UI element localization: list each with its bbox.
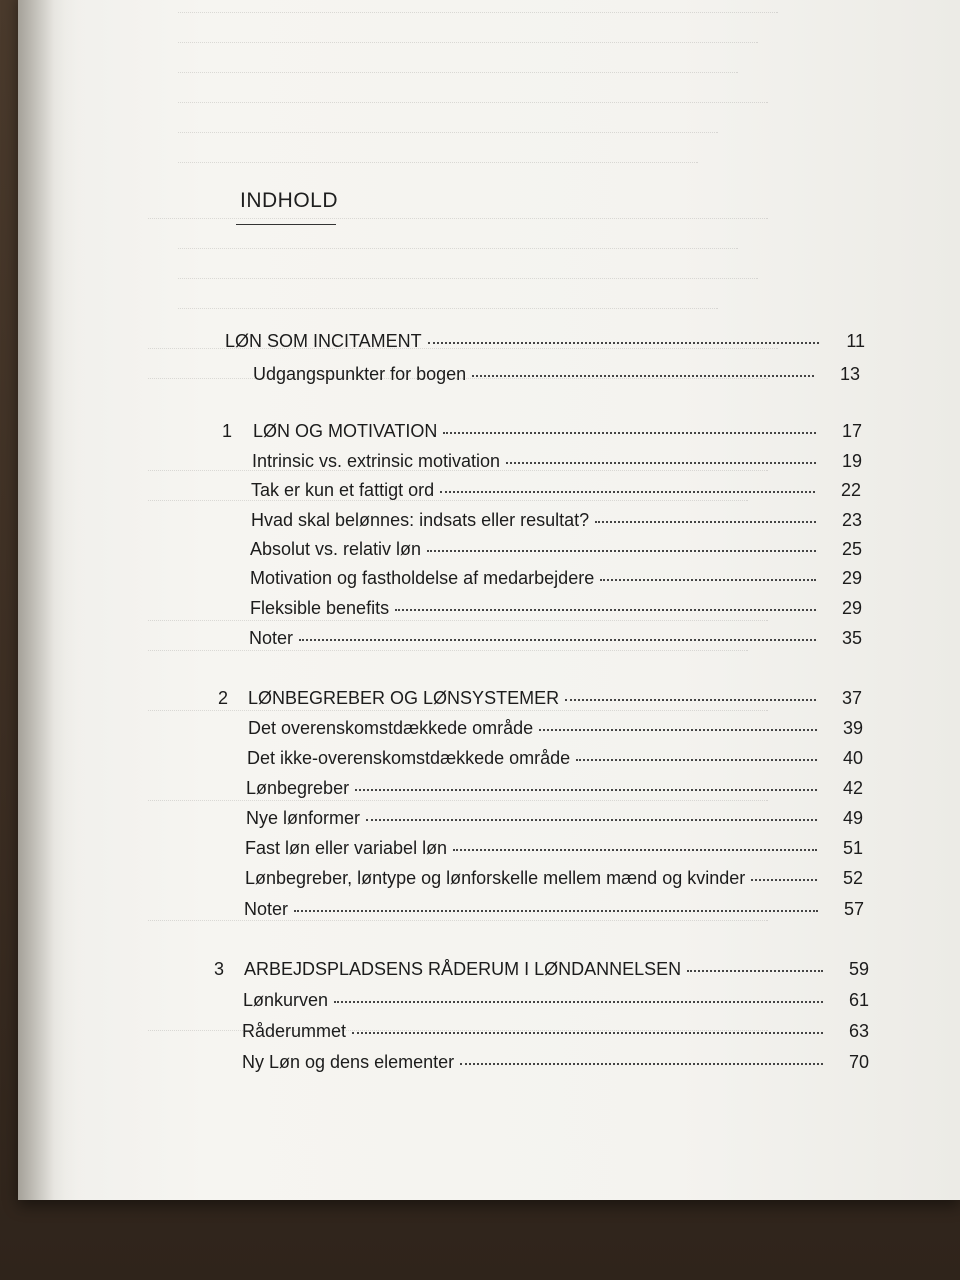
toc-entry[interactable] — [248, 718, 863, 744]
toc-entry[interactable] — [245, 838, 863, 864]
toc-entry-page: 57 — [843, 899, 864, 919]
toc-entry[interactable] — [242, 1052, 869, 1078]
toc-entry-page: 51 — [842, 838, 863, 858]
toc-entry-page: 29 — [841, 568, 862, 588]
toc-entry-title: Absolut vs. relativ løn — [250, 539, 422, 559]
leader-dots — [539, 728, 817, 731]
toc-entry-page: 49 — [842, 808, 863, 828]
toc-entry[interactable] — [242, 1021, 869, 1047]
toc-entry[interactable] — [253, 364, 860, 390]
toc-entry[interactable] — [222, 421, 862, 447]
leader-dots — [460, 1062, 823, 1065]
toc-entry[interactable] — [225, 331, 865, 357]
toc-entry-title: ARBEJDSPLADSENS RÅDERUM I LØNDANNELSEN — [244, 959, 682, 979]
toc-entry[interactable] — [246, 778, 863, 804]
toc-entry-page: 52 — [842, 868, 863, 888]
toc-entry-title: Råderummet — [242, 1021, 347, 1041]
leader-dots — [352, 1031, 823, 1034]
leader-dots — [428, 341, 819, 344]
toc-entry-page: 61 — [848, 990, 869, 1010]
toc-entry-title: Fleksible benefits — [250, 598, 390, 618]
toc-entry-title: Det ikke-overenskomstdækkede område — [247, 748, 571, 768]
toc-entry-title: Ny Løn og dens elementer — [242, 1052, 455, 1072]
toc-entry[interactable] — [251, 480, 861, 506]
leader-dots — [294, 909, 818, 912]
toc-entry-title: Nye lønformer — [246, 808, 361, 828]
leader-dots — [751, 878, 817, 881]
leader-dots — [506, 461, 816, 464]
toc-entry-page: 22 — [840, 480, 861, 500]
toc-entry-page: 70 — [848, 1052, 869, 1072]
toc-entry-page: 40 — [842, 748, 863, 768]
leader-dots — [600, 578, 816, 581]
page-spine-shadow — [18, 0, 78, 1200]
leader-dots — [366, 818, 817, 821]
heading-underline — [236, 224, 336, 225]
leader-dots — [440, 490, 815, 493]
toc-entry-title: Lønbegreber — [246, 778, 350, 798]
leader-dots — [453, 848, 817, 851]
leader-dots — [395, 608, 816, 611]
toc-entry[interactable] — [250, 598, 862, 624]
toc-entry-title: LØNBEGREBER OG LØNSYSTEMER — [248, 688, 560, 708]
toc-entry[interactable] — [245, 868, 863, 894]
leader-dots — [334, 1000, 823, 1003]
toc-entry-title: Tak er kun et fattigt ord — [251, 480, 435, 500]
toc-entry-page: 59 — [848, 959, 869, 979]
toc-entry-title: Hvad skal belønnes: indsats eller resultat? — [251, 510, 590, 530]
toc-entry-title: Udgangspunkter for bogen — [253, 364, 467, 384]
toc-entry-page: 17 — [841, 421, 862, 441]
leader-dots — [595, 520, 816, 523]
leader-dots — [427, 549, 816, 552]
leader-dots — [472, 374, 814, 377]
toc-entry-title: Lønbegreber, løntype og lønforskelle mellem mænd og kvinder — [245, 868, 746, 888]
toc-entry-page: 42 — [842, 778, 863, 798]
toc-entry-page: 19 — [841, 451, 862, 471]
toc-entry-page: 23 — [841, 510, 862, 530]
toc-entry-title: Noter — [244, 899, 289, 919]
toc-entry-title: Fast løn eller variabel løn — [245, 838, 448, 858]
toc-entry-page: 13 — [839, 364, 860, 384]
toc-entry[interactable] — [247, 748, 863, 774]
leader-dots — [355, 788, 817, 791]
toc-entry[interactable] — [244, 899, 864, 925]
toc-entry-title: Noter — [249, 628, 294, 648]
toc-entry[interactable] — [252, 451, 862, 477]
toc-entry-title: Motivation og fastholdelse af medarbejdere — [250, 568, 595, 588]
toc-entry-page: 39 — [842, 718, 863, 738]
toc-entry[interactable] — [246, 808, 863, 834]
toc-entry-title: LØN SOM INCITAMENT — [225, 331, 422, 351]
leader-dots — [443, 431, 816, 434]
toc-entry-title: LØN OG MOTIVATION — [253, 421, 438, 441]
toc-entry-page: 37 — [841, 688, 862, 708]
toc-entry[interactable] — [250, 568, 862, 594]
toc-entry[interactable] — [249, 628, 862, 654]
chapter-number: 1 — [222, 421, 233, 441]
leader-dots — [299, 638, 816, 641]
toc-heading: INDHOLD — [240, 189, 339, 212]
chapter-number: 2 — [218, 688, 229, 708]
toc-entry[interactable] — [243, 990, 869, 1016]
toc-entry[interactable] — [250, 539, 862, 565]
leader-dots — [687, 969, 823, 972]
toc-entry-page: 25 — [841, 539, 862, 559]
toc-entry[interactable] — [251, 510, 862, 536]
toc-entry-title: Det overenskomstdækkede område — [248, 718, 534, 738]
toc-entry-page: 11 — [846, 331, 865, 351]
toc-entry-page: 63 — [848, 1021, 869, 1041]
leader-dots — [576, 758, 817, 761]
toc-entry[interactable] — [214, 959, 869, 985]
chapter-number: 3 — [214, 959, 225, 979]
leader-dots — [565, 698, 816, 701]
toc-entry-title: Intrinsic vs. extrinsic motivation — [252, 451, 501, 471]
toc-entry-page: 29 — [841, 598, 862, 618]
toc-entry-page: 35 — [841, 628, 862, 648]
toc-entry-title: Lønkurven — [243, 990, 329, 1010]
toc-entry[interactable] — [218, 688, 862, 714]
